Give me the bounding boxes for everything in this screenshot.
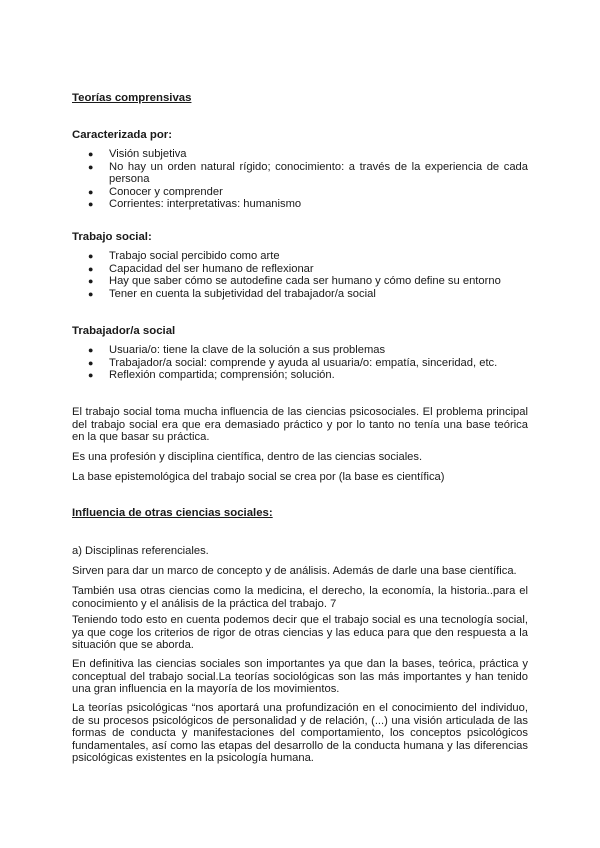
bullet-icon: ● xyxy=(88,276,94,287)
paragraph: También usa otras ciencias como la medicina, el derecho, la economía, la historia..para el conocimiento y el análisis de la práctica del trabajo. 7 xyxy=(72,585,528,610)
list-item: ● Reflexión compartida; comprensión; solución. xyxy=(88,369,335,382)
heading-trabajo-social: Trabajo social: xyxy=(72,231,152,243)
bullet-icon: ● xyxy=(88,370,94,381)
paragraph: La teorías psicológicas “nos aportará una profundización en el conocimiento del individuo, de su procesos psicológicos de personalidad y de relación, (...) una visión articulada de las formas de conducta y manifestaciones del comportamiento, los conceptos psicológicos fundamentales, así como las etapas del desarrollo de la conducta humana y las diferencias psicológicas existentes en la psicología humana. xyxy=(72,702,528,765)
section-title-teorias: Teorías comprensivas xyxy=(72,92,192,104)
bullet-icon: ● xyxy=(88,251,94,261)
list-item: ● Visión subjetiva xyxy=(88,148,187,160)
bullet-icon: ● xyxy=(88,161,94,172)
bullet-icon: ● xyxy=(88,186,94,197)
list-trabajo-social xyxy=(72,250,528,300)
list-item: ● Hay que saber cómo se autodefine cada ser humano y cómo define su entorno xyxy=(88,275,501,288)
list-item: ● No hay un orden natural rígido; conocimiento: a través de la experiencia de cada persona xyxy=(88,160,528,186)
bullet-icon: ● xyxy=(88,288,94,299)
section-title-influencia: Influencia de otras ciencias sociales: xyxy=(72,507,273,519)
bullet-icon: ● xyxy=(88,357,94,368)
bullet-icon: ● xyxy=(88,263,94,274)
paragraph: El trabajo social toma mucha influencia de las ciencias psicosociales. El problema principal del trabajo social era que era demasiado práctico y por lo tanto no tenía una base teórica en la que basar su práctica. xyxy=(72,406,528,444)
bullet-icon: ● xyxy=(88,199,94,210)
bullet-icon: ● xyxy=(88,345,94,355)
list-item: ● Tener en cuenta la subjetividad del trabajador/a social xyxy=(88,287,376,300)
list-item: ● Trabajo social percibido como arte xyxy=(88,250,280,262)
paragraph: Es una profesión y disciplina científica, dentro de las ciencias sociales. xyxy=(72,451,423,463)
list-item: ● Capacidad del ser humano de reflexionar xyxy=(88,262,314,275)
list-caracterizada xyxy=(72,148,528,211)
bullet-icon: ● xyxy=(88,149,94,159)
list-item: ● Trabajador/a social: comprende y ayuda al usuaria/o: empatía, sinceridad, etc. xyxy=(88,356,498,369)
paragraph: Teniendo todo esto en cuenta podemos decir que el trabajo social es una tecnología social, ya que coge los criterios de rigor de otras ciencias y las educa para que den respuesta a la situación que se aborda. xyxy=(72,614,528,652)
list-item: ● Corrientes: interpretativas: humanismo xyxy=(88,198,302,211)
paragraph: En definitiva las ciencias sociales son importantes ya que dan la bases, teórica, práctica y conceptual del trabajo social.La teorías sociológicas son las más importantes y han tenido una gran influencia en la mayoría de los movimientos. xyxy=(72,658,528,696)
list-item: ● Usuaria/o: tiene la clave de la solución a sus problemas xyxy=(88,344,386,356)
list-trabajador xyxy=(72,344,528,382)
heading-caracterizada: Caracterizada por: xyxy=(72,129,173,141)
paragraph: La base epistemológica del trabajo social se crea por (la base es científica) xyxy=(72,471,445,483)
paragraph: Sirven para dar un marco de concepto y de análisis. Además de darle una base científica. xyxy=(72,565,517,577)
heading-trabajador: Trabajador/a social xyxy=(72,325,176,337)
list-item: ● Conocer y comprender xyxy=(88,185,223,198)
subheading-disciplinas: a) Disciplinas referenciales. xyxy=(72,545,209,557)
